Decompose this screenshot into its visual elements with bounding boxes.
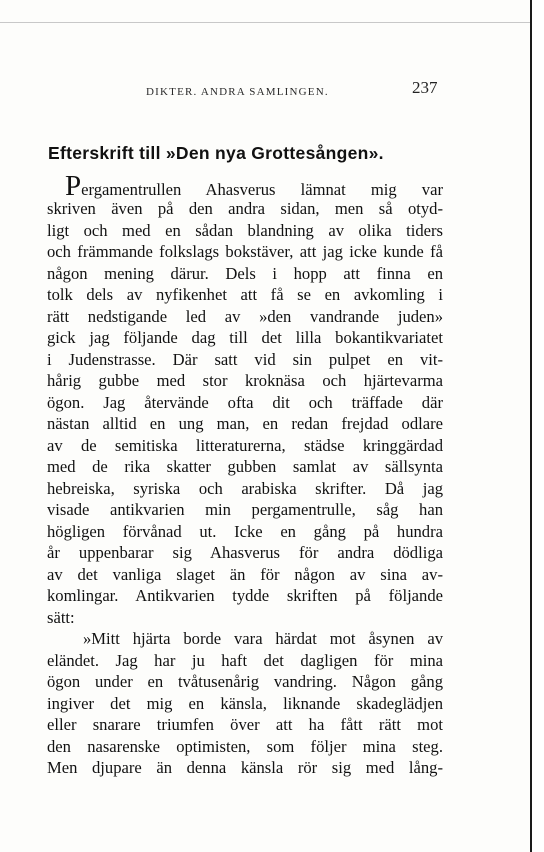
text-line: eller snarare triumfen över att ha fått rätt mot (47, 715, 443, 734)
text-line: hårig gubbe med stor kroknäsa och hjärtevarma (47, 371, 443, 390)
page-number: 237 (412, 78, 438, 97)
text-line: högligen förvånad ut. Icke en gång på hundra (47, 521, 443, 541)
text-line: och främmande folkslags bokstäver, att jag icke kunde få (47, 242, 443, 261)
text-line: gick jag följande dag till det lilla bokantikvariatet (47, 328, 443, 347)
text-line: den nasarenske optimisten, som följer mina steg. (47, 736, 443, 756)
chapter-title: Efterskrift till »Den nya Grottesången». (48, 143, 384, 163)
text-line: ögon under en tvåtusenårig vandring. Någon gång (47, 672, 443, 691)
text-line: tolk dels av nyfikenhet att få se en avkomling i (47, 285, 443, 304)
text-line: någon mening därur. Dels i hopp att finna en (47, 263, 443, 283)
text-line: med de rika skatter gubben samlat av sällsynta (47, 457, 443, 476)
text-line: ingiver det mig en känsla, liknande skadeglädjen (47, 693, 443, 713)
top-rule (0, 22, 530, 23)
text-line: ögon. Jag återvände ofta dit och träffade där (47, 392, 443, 412)
text-line: Men djupare än denna känsla rör sig med lång- (47, 758, 443, 777)
page-edge (530, 0, 532, 852)
first-line-text: ergamentrullen Ahasverus lämnat mig var (81, 180, 443, 199)
text-line: hebreiska, syriska och arabiska skrifter. Då jag (47, 478, 443, 498)
body-text (47, 170, 443, 779)
text-line: av det vanliga slaget än för någon av sina av- (47, 564, 443, 584)
text-line: visade antikvarien min pergamentrulle, såg han (47, 500, 443, 519)
text-line: eländet. Jag har ju haft det dagligen för mina (47, 650, 443, 670)
text-line: komlingar. Antikvarien tydde skriften på följande (47, 586, 443, 605)
running-head: DIKTER. ANDRA SAMLINGEN. (146, 86, 329, 98)
text-line: av de semitiska litteraturerna, städse kringgärdad (47, 435, 443, 455)
text-line: rätt nedstigande led av »den vandrande juden» (47, 306, 443, 326)
text-line (47, 170, 443, 202)
text-line: ligt och med en sådan blandning av olika tiders (47, 220, 443, 240)
text-line: år uppenbarar sig Ahasverus för andra dödliga (47, 543, 443, 562)
drop-initial: P (65, 170, 82, 202)
text-line: nästan alltid en ung man, en redan frejdad odlare (47, 414, 443, 433)
text-line: »Mitt hjärta borde vara härdat mot åsynen av (83, 629, 443, 648)
text-line: sätt: (47, 607, 75, 627)
text-line: skriven även på den andra sidan, men så otyd- (47, 199, 443, 218)
text-line: i Judenstrasse. Där satt vid sin pulpet en vit- (47, 349, 443, 369)
